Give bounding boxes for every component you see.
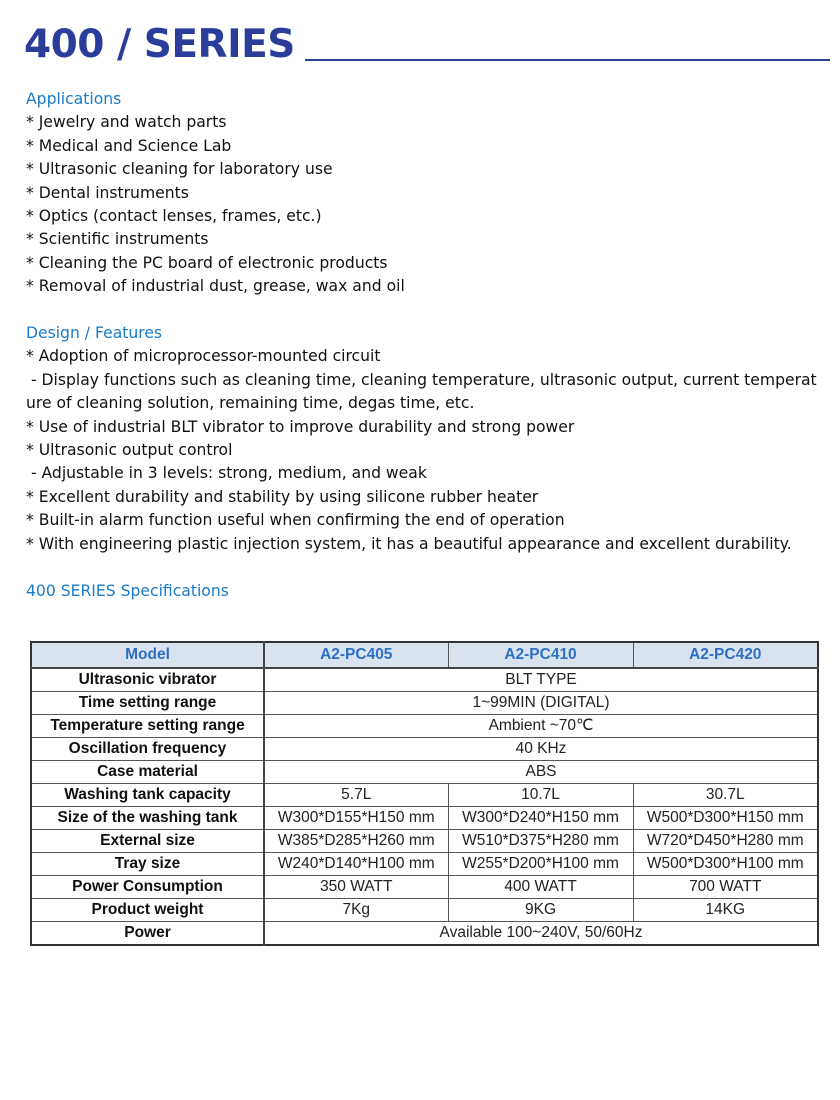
table-row <box>31 853 818 876</box>
row-label: Temperature setting range <box>31 715 264 738</box>
title-rule <box>305 59 830 61</box>
column-header: Model <box>31 642 264 668</box>
table-row <box>31 692 818 715</box>
features-title: Design / Features <box>26 324 163 343</box>
list-item: * Removal of industrial dust, grease, wax and oil <box>26 277 405 296</box>
page-header <box>24 20 830 66</box>
list-item: * With engineering plastic injection system, it has a beautiful appearance and excellent durability. <box>26 534 792 553</box>
table-cell: W240*D140*H100 mm <box>264 853 448 876</box>
spec-table <box>30 641 819 946</box>
table-cell: W255*D200*H100 mm <box>448 853 633 876</box>
table-cell: 40 KHz <box>264 738 818 761</box>
table-row <box>31 715 818 738</box>
row-label: Case material <box>31 761 264 784</box>
table-cell: 400 WATT <box>448 876 633 899</box>
table-row <box>31 738 818 761</box>
list-item: * Scientific instruments <box>26 230 209 249</box>
table-cell: 5.7L <box>264 784 448 807</box>
table-cell: W300*D240*H150 mm <box>448 807 633 830</box>
list-item: * Excellent durability and stability by using silicone rubber heater <box>26 487 539 506</box>
column-header: A2-PC410 <box>448 642 633 668</box>
list-item: * Adoption of microprocessor-mounted circuit <box>26 347 381 366</box>
table-cell: 10.7L <box>448 784 633 807</box>
table-row <box>31 784 818 807</box>
table-cell: 14KG <box>633 899 818 922</box>
table-row <box>31 899 818 922</box>
column-header: A2-PC405 <box>264 642 448 668</box>
table-cell: 350 WATT <box>264 876 448 899</box>
list-item: - Adjustable in 3 levels: strong, medium, and weak <box>26 464 427 483</box>
row-label: Size of the washing tank <box>31 807 264 830</box>
list-item: * Medical and Science Lab <box>26 136 232 155</box>
table-cell: 7Kg <box>264 899 448 922</box>
table-cell: W500*D300*H100 mm <box>633 853 818 876</box>
table-cell: BLT TYPE <box>264 668 818 692</box>
row-label: Power Consumption <box>31 876 264 899</box>
table-cell: Ambient ~70℃ <box>264 715 818 738</box>
list-item: * Dental instruments <box>26 183 189 202</box>
list-item: * Jewelry and watch parts <box>26 113 227 132</box>
list-item: * Ultrasonic cleaning for laboratory use <box>26 160 333 179</box>
list-item: * Use of industrial BLT vibrator to improve durability and strong power <box>26 417 575 436</box>
table-cell: 1~99MIN (DIGITAL) <box>264 692 818 715</box>
page-title: 400 / SERIES <box>24 22 295 67</box>
section-gap <box>26 556 826 579</box>
table-cell: 9KG <box>448 899 633 922</box>
table-row <box>31 922 818 946</box>
row-label: Ultrasonic vibrator <box>31 668 264 692</box>
table-row <box>31 807 818 830</box>
table-cell: W385*D285*H260 mm <box>264 830 448 853</box>
list-item: * Ultrasonic output control <box>26 441 233 460</box>
row-label: External size <box>31 830 264 853</box>
table-header-row <box>31 642 818 668</box>
table-cell: 700 WATT <box>633 876 818 899</box>
table-cell: Available 100~240V, 50/60Hz <box>264 922 818 946</box>
table-cell: W300*D155*H150 mm <box>264 807 448 830</box>
applications-title: Applications <box>26 90 122 108</box>
row-label: Product weight <box>31 899 264 922</box>
table-cell: 30.7L <box>633 784 818 807</box>
features-list <box>26 345 826 556</box>
row-label: Oscillation frequency <box>31 738 264 761</box>
list-item: - Display functions such as cleaning time, cleaning temperature, ultrasonic output, current temperature of cleaning solution, remaining time, degas time, etc. <box>26 370 817 413</box>
applications-list <box>26 111 826 298</box>
row-label: Power <box>31 922 264 946</box>
list-item: * Optics (contact lenses, frames, etc.) <box>26 207 322 226</box>
table-row <box>31 668 818 692</box>
table-cell: W500*D300*H150 mm <box>633 807 818 830</box>
section-gap <box>26 299 826 322</box>
row-label: Time setting range <box>31 692 264 715</box>
specs-title: 400 SERIES Specifications <box>26 581 229 600</box>
table-cell: ABS <box>264 761 818 784</box>
row-label: Tray size <box>31 853 264 876</box>
list-item: * Built-in alarm function useful when confirming the end of operation <box>26 511 565 530</box>
table-cell: W720*D450*H280 mm <box>633 830 818 853</box>
row-label: Washing tank capacity <box>31 784 264 807</box>
table-row <box>31 761 818 784</box>
table-row <box>31 876 818 899</box>
column-header: A2-PC420 <box>633 642 818 668</box>
list-item: * Cleaning the PC board of electronic products <box>26 253 388 272</box>
table-cell: W510*D375*H280 mm <box>448 830 633 853</box>
table-row <box>31 830 818 853</box>
main-content <box>26 88 826 603</box>
